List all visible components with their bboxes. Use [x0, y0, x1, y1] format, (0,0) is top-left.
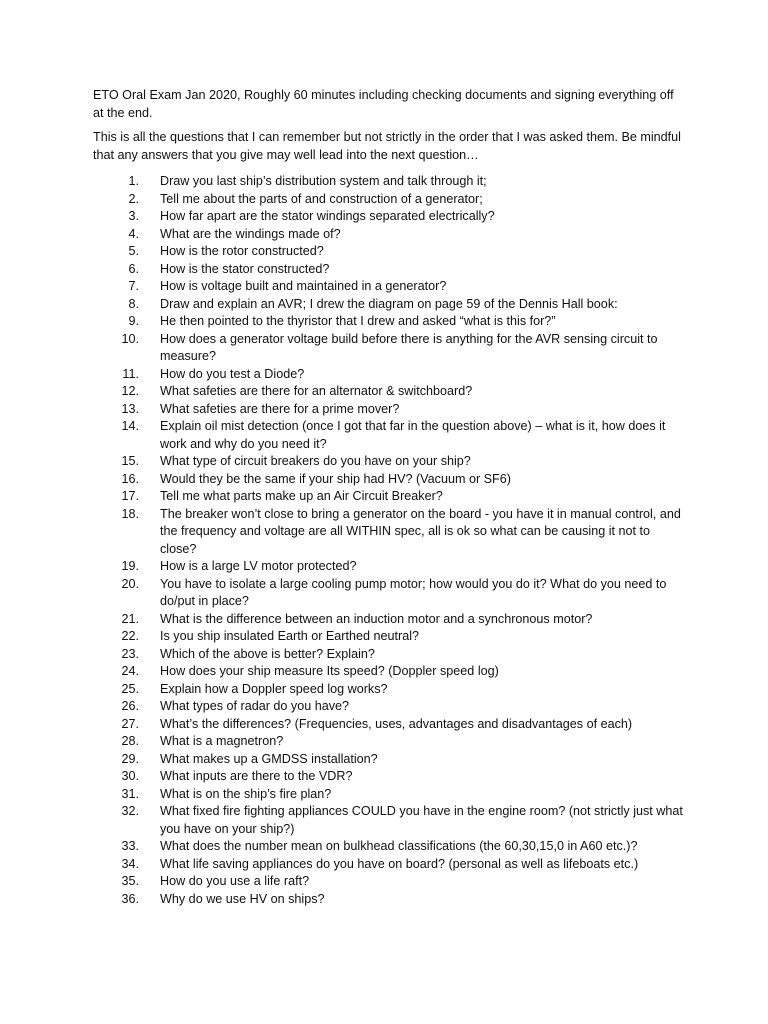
question-number: 30. — [121, 769, 139, 783]
question-text: Why do we use HV on ships? — [160, 891, 325, 906]
question-item — [93, 716, 683, 734]
question-text: Tell me what parts make up an Air Circuit Breaker? — [160, 489, 443, 503]
question-text: What does the number mean on bulkhead classifications (the 60,30,15,0 in A60 etc.)? — [160, 839, 638, 853]
question-text: What’s the differences? (Frequencies, uses, advantages and disadvantages of each) — [160, 716, 633, 731]
question-number: 19. — [121, 559, 139, 573]
question-number: 27. — [121, 716, 139, 731]
question-number: 35. — [121, 874, 139, 888]
question-text: You have to isolate a large cooling pump motor; how would you do it? What do you need to do/put in place? — [160, 576, 667, 608]
question-item — [93, 891, 683, 909]
document-page — [93, 87, 683, 908]
question-number: 31. — [121, 786, 139, 801]
question-text: Draw you last ship’s distribution system and talk through it; — [160, 174, 487, 188]
question-text: Which of the above is better? Explain? — [160, 646, 375, 661]
question-text: Would they be the same if your ship had HV? (Vacuum or SF6) — [160, 471, 511, 486]
question-item — [93, 173, 683, 191]
question-text: What types of radar do you have? — [160, 699, 350, 713]
question-number: 5. — [128, 244, 139, 258]
question-item — [93, 383, 683, 401]
question-number: 3. — [128, 209, 139, 223]
question-number: 32. — [121, 804, 139, 818]
question-text: Explain how a Doppler speed log works? — [160, 681, 388, 696]
question-text: What inputs are there to the VDR? — [160, 769, 353, 783]
question-text: How does your ship measure Its speed? (Doppler speed log) — [160, 664, 499, 678]
question-number: 23. — [121, 646, 139, 661]
question-text: Explain oil mist detection (once I got that far in the question above) – what is it, how does it work and why do you need it? — [160, 419, 666, 451]
question-number: 12. — [121, 384, 139, 398]
question-number: 8. — [128, 296, 139, 311]
question-item — [93, 681, 683, 699]
question-text: What is the difference between an induction motor and a synchronous motor? — [160, 611, 593, 626]
question-number: 4. — [128, 226, 139, 241]
question-text: What type of circuit breakers do you have on your ship? — [160, 454, 471, 468]
question-text: What makes up a GMDSS installation? — [160, 751, 378, 766]
question-text: How do you test a Diode? — [160, 366, 305, 381]
question-text: What safeties are there for an alternator & switchboard? — [160, 384, 473, 398]
question-text: How is the stator constructed? — [160, 261, 330, 276]
question-number: 25. — [121, 681, 139, 696]
question-item — [93, 191, 683, 209]
question-item — [93, 261, 683, 279]
question-item — [93, 873, 683, 891]
question-item — [93, 243, 683, 261]
question-item — [93, 838, 683, 856]
note-paragraph: This is all the questions that I can remember but not strictly in the order that I was asked them. Be mindful that any answers that you give may well lead into the next question… — [93, 130, 681, 162]
question-item — [93, 506, 683, 559]
question-number: 15. — [121, 454, 139, 468]
question-text: What is a magnetron? — [160, 734, 284, 748]
question-text: How far apart are the stator windings separated electrically? — [160, 209, 495, 223]
question-number: 2. — [128, 191, 139, 206]
question-item — [93, 296, 683, 314]
question-list — [93, 173, 683, 908]
question-number: 36. — [121, 891, 139, 906]
question-item — [93, 471, 683, 489]
question-item — [93, 698, 683, 716]
question-number: 17. — [121, 489, 139, 503]
question-item — [93, 226, 683, 244]
question-text: How does a generator voltage build before there is anything for the AVR sensing circuit to measure? — [160, 331, 658, 363]
question-item — [93, 751, 683, 769]
question-text: What life saving appliances do you have on board? (personal as well as lifeboats etc.) — [160, 856, 639, 871]
question-number: 33. — [121, 839, 139, 853]
question-number: 11. — [122, 366, 139, 381]
question-text: What are the windings made of? — [160, 226, 341, 241]
question-item — [93, 628, 683, 646]
question-text: What fixed fire fighting appliances COULD you have in the engine room? (not strictly just what you have on your ship?) — [160, 804, 683, 836]
question-item — [93, 768, 683, 786]
question-item — [93, 611, 683, 629]
question-text: What safeties are there for a prime mover? — [160, 401, 400, 416]
question-item — [93, 663, 683, 681]
question-item — [93, 488, 683, 506]
question-item — [93, 646, 683, 664]
question-item — [93, 786, 683, 804]
question-number: 14. — [121, 419, 139, 433]
intro-paragraph: ETO Oral Exam Jan 2020, Roughly 60 minutes including checking documents and signing everything off at the end. — [93, 88, 674, 120]
question-text: Is you ship insulated Earth or Earthed neutral? — [160, 629, 420, 643]
question-item — [93, 418, 683, 453]
question-item — [93, 331, 683, 366]
question-item — [93, 401, 683, 419]
question-text: The breaker won’t close to bring a generator on the board - you have it in manual control, and the frequency and voltage are all WITHIN spec, all is ok so what can be causing it not to close? — [160, 506, 681, 556]
question-item — [93, 803, 683, 838]
question-text: How is the rotor constructed? — [160, 244, 324, 258]
question-item — [93, 453, 683, 471]
question-number: 20. — [121, 576, 139, 591]
question-text: How do you use a life raft? — [160, 874, 310, 888]
question-text: He then pointed to the thyristor that I drew and asked “what is this for?” — [160, 314, 556, 328]
question-number: 26. — [121, 699, 139, 713]
question-item — [93, 366, 683, 384]
question-text: What is on the ship’s fire plan? — [160, 786, 332, 801]
question-number: 21. — [121, 611, 139, 626]
question-item — [93, 208, 683, 226]
question-number: 24. — [121, 664, 139, 678]
question-item — [93, 733, 683, 751]
question-item — [93, 576, 683, 611]
question-number: 18. — [121, 506, 139, 521]
question-item — [93, 856, 683, 874]
question-number: 13. — [121, 401, 139, 416]
question-item — [93, 278, 683, 296]
question-item — [93, 558, 683, 576]
question-item — [93, 313, 683, 331]
question-text: How is voltage built and maintained in a generator? — [160, 279, 447, 293]
question-number: 34. — [121, 856, 139, 871]
question-number: 28. — [121, 734, 139, 748]
question-number: 7. — [128, 279, 139, 293]
question-number: 29. — [121, 751, 139, 766]
question-number: 22. — [121, 629, 139, 643]
question-number: 1. — [128, 174, 139, 188]
question-text: How is a large LV motor protected? — [160, 559, 357, 573]
question-number: 10. — [121, 331, 139, 346]
question-text: Draw and explain an AVR; I drew the diagram on page 59 of the Dennis Hall book: — [160, 296, 618, 311]
question-text: Tell me about the parts of and construction of a generator; — [160, 191, 483, 206]
question-number: 6. — [128, 261, 139, 276]
question-number: 16. — [121, 471, 139, 486]
question-number: 9. — [128, 314, 139, 328]
